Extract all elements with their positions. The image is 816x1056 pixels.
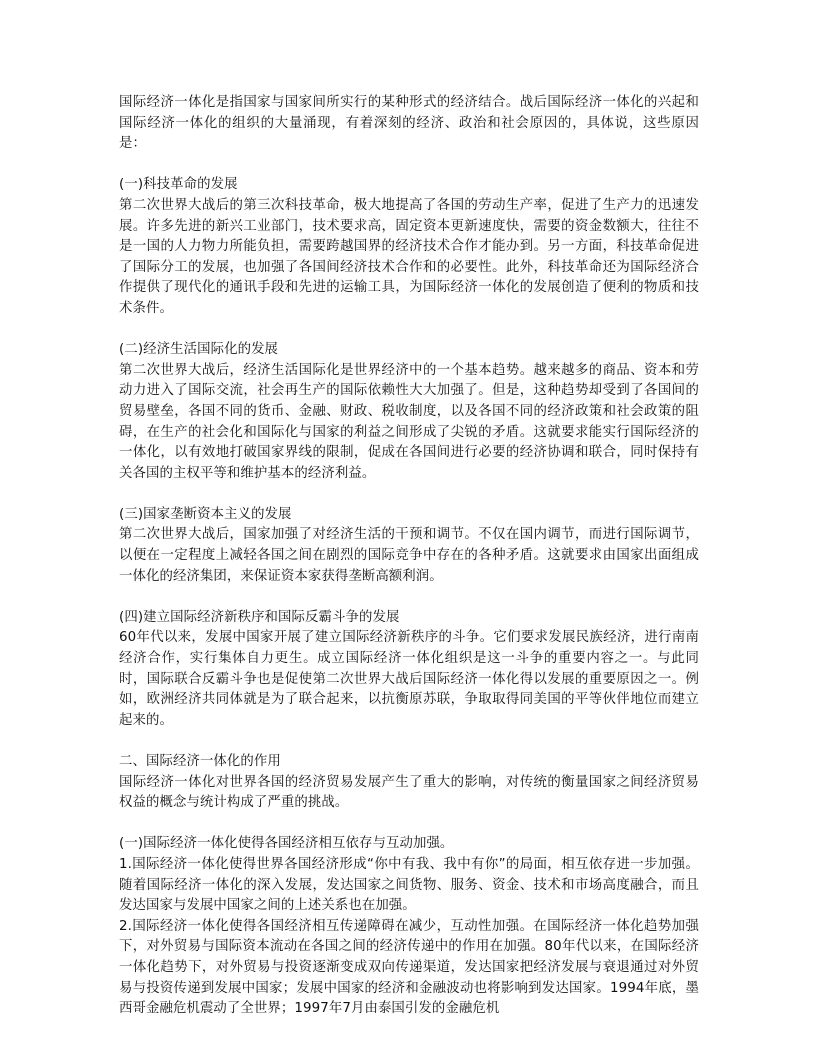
- section-body-4: 60年代以来，发展中国家开展了建立国际经济新秩序的斗争。它们要求发展民族经济，进行南南经济合作，实行集体自力更生。成立国际经济一体化组织是这一斗争的重要内容之一。与此同时，国际联合反霸斗争也是促使第二次世界大战后国际经济一体化得以发展的重要原因之一。例如，欧洲经济共同体就是为了联合起来，以抗衡原苏联，争取取得同美国的平等伙伴地位而建立起来的。: [119, 630, 699, 728]
- section-heading-1: (一)科技革命的发展: [119, 177, 238, 193]
- list-item-1: 1.国际经济一体化使得世界各国经济形成“你中有我、我中有你”的局面，相互依存进一步加强。随着国际经济一体化的深入发展，发达国家之间货物、服务、资金、技术和市场高度融合，而且发达国家与发展中国家之间的上述关系也在加强。: [119, 856, 699, 914]
- section-heading-4: (四)建立国际经济新秩序和国际反霸斗争的发展: [119, 609, 400, 625]
- section-body-1: 第二次世界大战后的第三次科技革命，极大地提高了各国的劳动生产率，促进了生产力的迅速发展。许多先进的新兴工业部门，技术要求高，固定资本更新速度快，需要的资金数额大，往往不是一国的人力物力所能负担，需要跨越国界的经济技术合作才能办到。另一方面，科技革命促进了国际分工的发展，也加强了各国间经济技术合作和的必要性。此外，科技革命还为国际经济合作提供了现代化的通讯手段和先进的运输工具，为国际经济一体化的发展创造了便利的物质和技术条件。: [119, 197, 699, 316]
- paragraph-gap: [119, 320, 699, 341]
- section-heading-3: (三)国家垄断资本主义的发展: [119, 506, 292, 522]
- section-heading-2: (二)经济生活国际化的发展: [119, 342, 279, 358]
- paragraph-gap: [119, 155, 699, 176]
- subsection-heading: (一)国际经济一体化使得各国经济相互依存与互动加强。: [119, 836, 454, 852]
- intro-paragraph: 国际经济一体化是指国家与国家间所实行的某种形式的经济结合。战后国际经济一体化的兴起和国际经济一体化的组织的大量涌现，有着深刻的经济、政治和社会原因的，具体说，这些原因是：: [119, 95, 699, 152]
- document-page: [119, 93, 699, 1020]
- paragraph-gap: [119, 587, 699, 608]
- paragraph-gap: [119, 484, 699, 505]
- section-body-5: 国际经济一体化对世界各国的经济贸易发展产生了重大的影响，对传统的衡量国家之间经济贸易权益的概念与统计构成了严重的挑战。: [119, 774, 699, 811]
- section-body-2: 第二次世界大战后，经济生活国际化是世界经济中的一个基本趋势。越来越多的商品、资本和劳动力进入了国际交流，社会再生产的国际依赖性大大加强了。但是，这种趋势却受到了各国间的贸易壁垒，各国不同的货币、金融、财政、税收制度，以及各国不同的经济政策和社会政策的阻碍，在生产的社会化和国际化与国家的利益之间形成了尖锐的矛盾。这就要求能实行国际经济的一体化，以有效地打破国家界线的限制，促成在各国间进行必要的经济协调和联合，同时保持有关各国的主权平等和维护基本的经济利益。: [119, 362, 699, 481]
- paragraph-gap: [119, 814, 699, 835]
- paragraph-gap: [119, 731, 699, 752]
- list-item-2: 2.国际经济一体化使得各国经济相互传递障碍在减少，互动性加强。在国际经济一体化趋势加强下，对外贸易与国际资本流动在各国之间的经济传递中的作用在加强。80年代以来，在国际经济一体化趋势下，对外贸易与投资逐渐变成双向传递渠道，发达国家把经济发展与衰退通过对外贸易与投资传递到发展中国家；发展中国家的经济和金融波动也将影响到发达国家。1994年底，墨西哥金融危机震动了全世界；1997年7月由泰国引发的金融危机: [119, 918, 699, 1017]
- section-body-3: 第二次世界大战后，国家加强了对经济生活的干预和调节。不仅在国内调节，而进行国际调节，以便在一定程度上减轻各国之间在剧烈的国际竞争中存在的各种矛盾。这就要求由国家出面组成一体化的经济集团，来保证资本家获得垄断高额利润。: [119, 527, 699, 584]
- section-heading-5: 二、国际经济一体化的作用: [119, 754, 281, 769]
